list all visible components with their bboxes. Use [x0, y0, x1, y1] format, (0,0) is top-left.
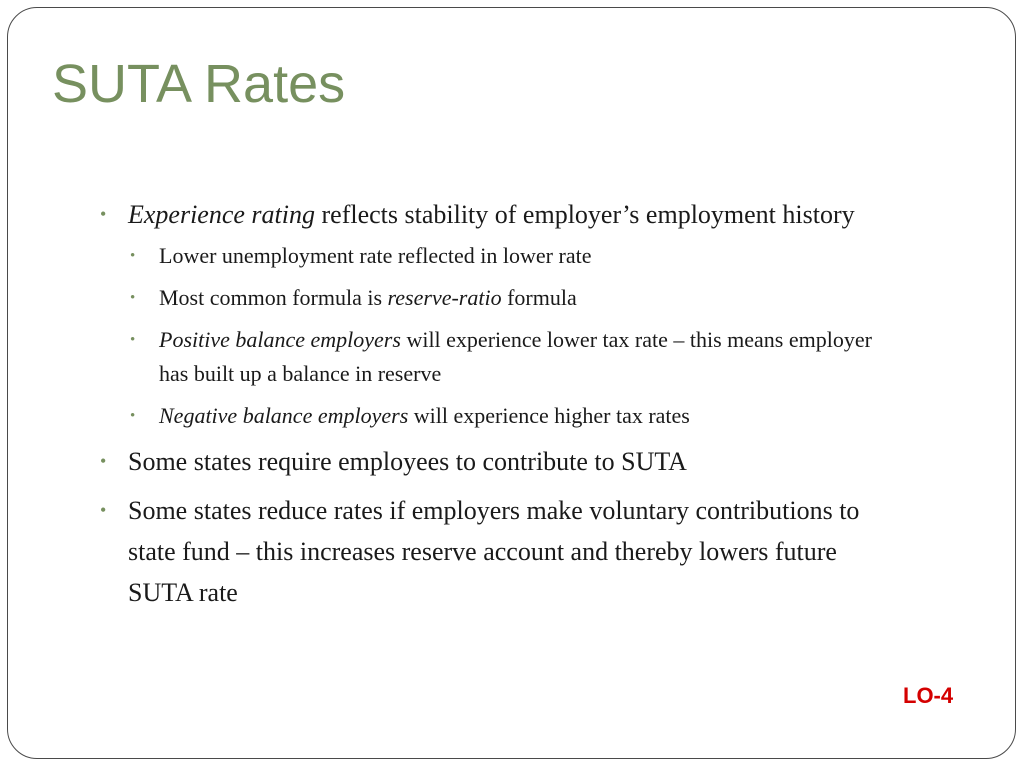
- sub-bullet-lower-unemployment: [128, 239, 886, 273]
- slide-title: SUTA Rates: [52, 54, 346, 114]
- sub-bullet-italic-term: Negative balance employers: [159, 403, 409, 428]
- sub-bullet-text: Lower unemployment rate reflected in lower rate: [159, 243, 592, 268]
- bullet-dot-icon: •: [100, 204, 107, 224]
- bullet-voluntary-contributions: [96, 490, 886, 613]
- sub-bullet-rest-text: will experience lower tax rate – this means employer has built up a balance in reserve: [159, 327, 872, 386]
- bullet-dot-icon: •: [130, 332, 136, 348]
- slide-content: [96, 194, 886, 621]
- sub-bullet-list: [128, 239, 886, 433]
- bullet-text: Some states require employees to contribute to SUTA: [128, 447, 687, 476]
- sub-bullet-text: [159, 403, 690, 428]
- sub-bullet-pre-text: Most common formula is: [159, 285, 388, 310]
- bullet-dot-icon: •: [130, 290, 136, 306]
- bullet-dot-icon: •: [130, 248, 136, 264]
- sub-bullet-common-formula: [128, 281, 886, 315]
- bullet-italic-term: Experience rating: [128, 200, 315, 229]
- learning-objective-label: LO-4: [903, 683, 954, 708]
- bullet-list: [96, 194, 886, 613]
- bullet-dot-icon: •: [130, 408, 136, 424]
- sub-bullet-text: [159, 285, 577, 310]
- sub-bullet-negative-balance: [128, 399, 886, 433]
- sub-bullet-italic-term: Positive balance employers: [159, 327, 401, 352]
- sub-bullet-text: [159, 327, 872, 386]
- sub-bullet-post-text: formula: [501, 285, 577, 310]
- bullet-text: Some states reduce rates if employers make voluntary contributions to state fund – this increases reserve account and thereby lowers future SUTA rate: [128, 496, 860, 607]
- sub-bullet-italic-term: reserve-ratio: [387, 285, 502, 310]
- bullet-text: [128, 200, 855, 229]
- sub-bullet-positive-balance: [128, 323, 886, 391]
- bullet-experience-rating: [96, 194, 886, 433]
- bullet-dot-icon: •: [100, 451, 107, 471]
- bullet-rest-text: reflects stability of employer’s employment history: [315, 200, 855, 229]
- sub-bullet-rest-text: will experience higher tax rates: [408, 403, 690, 428]
- bullet-employee-contribution: [96, 441, 886, 482]
- bullet-dot-icon: •: [100, 500, 107, 520]
